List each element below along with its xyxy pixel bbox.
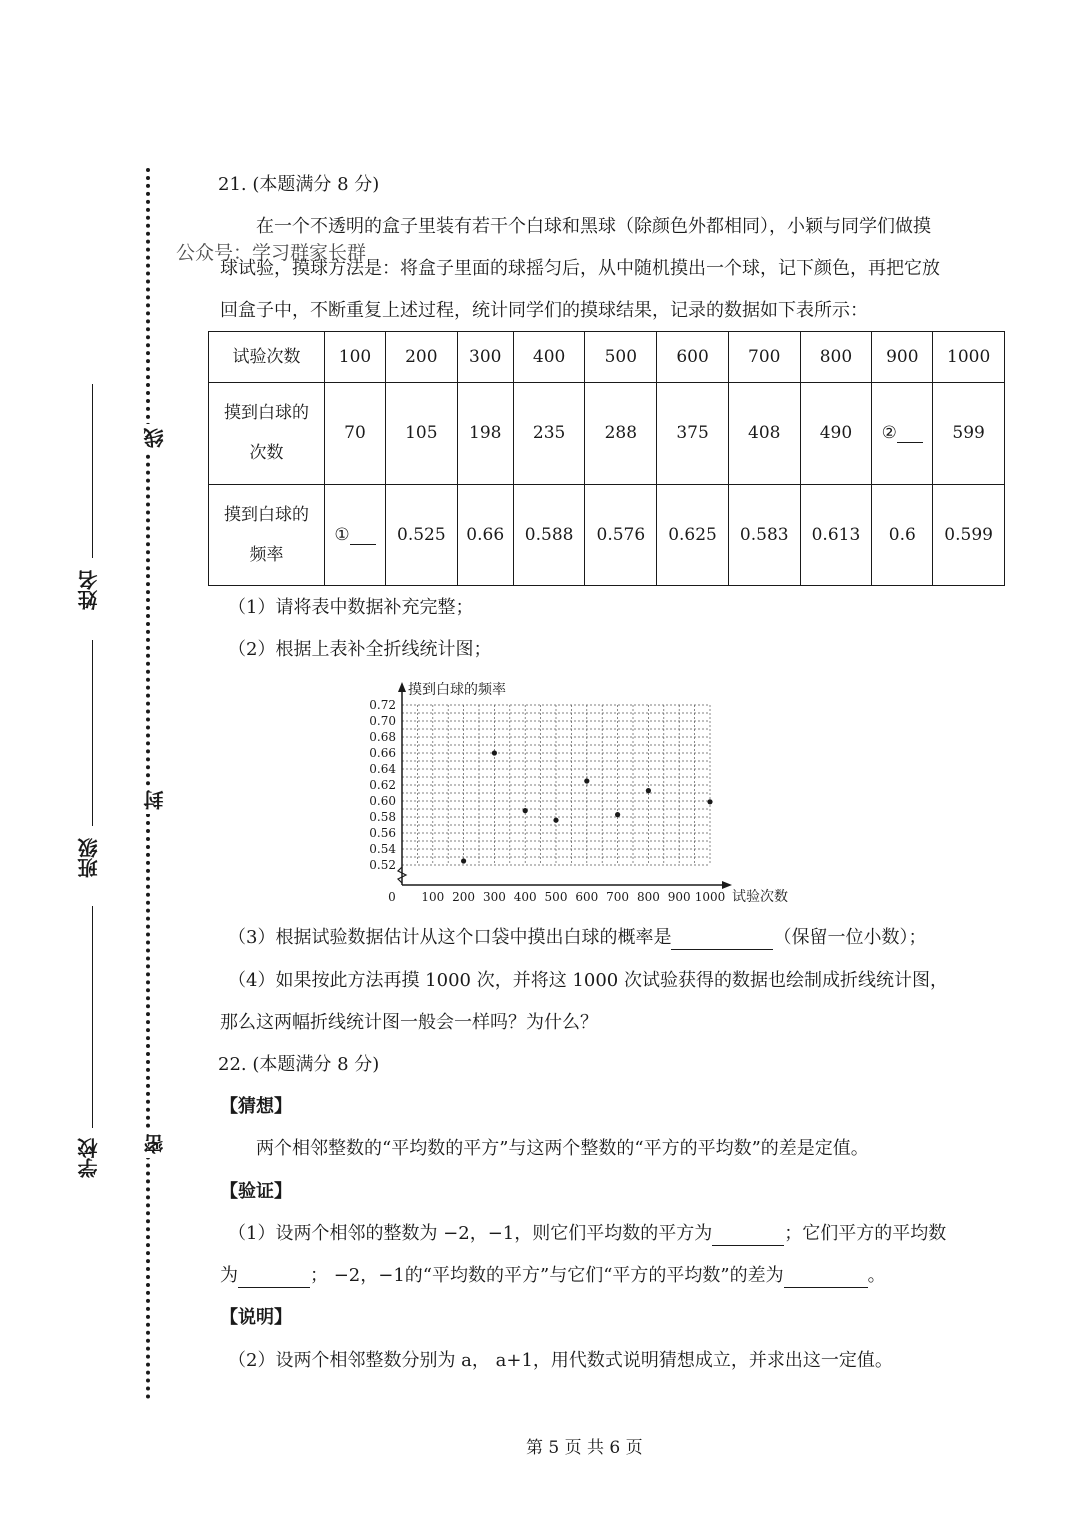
- q22-heading-verify: 【验证】: [220, 1181, 292, 1202]
- table-cell: 0.599: [933, 484, 1005, 585]
- table-head-freqs-a: 摸到白球的: [224, 504, 309, 525]
- x-tick-label: 700: [606, 890, 630, 904]
- x-tick-label: 300: [482, 890, 506, 904]
- chart-grid: [402, 705, 710, 865]
- margin-label-name: 姓名: [74, 566, 103, 614]
- table-cell: 500: [585, 332, 657, 383]
- table-cell: 100: [325, 332, 386, 383]
- margin-label-mi: 密: [140, 1130, 169, 1158]
- q22-verify-text-a: （1）设两个相邻的整数为 −2，−1，则它们平均数的平方为: [228, 1223, 713, 1244]
- q22-heading-explain: 【说明】: [220, 1307, 292, 1328]
- name-blank-line: [92, 384, 93, 558]
- table-cell: 490: [800, 383, 872, 484]
- answer-blank-2[interactable]: [897, 424, 923, 443]
- blank-marker-1: ①: [334, 524, 350, 545]
- q22-verify-text-b: ；它们平方的平均数: [784, 1223, 947, 1244]
- blank-marker-2: ②: [881, 423, 897, 444]
- x-tick-label: 600: [575, 890, 599, 904]
- data-point: [584, 778, 589, 783]
- table-cell: 375: [657, 383, 729, 484]
- table-cell: 0.525: [385, 484, 457, 585]
- y-tick-label: 0.64: [369, 762, 396, 776]
- q21-sub2: （2）根据上表补全折线统计图；: [228, 639, 492, 660]
- y-tick-label: 0.66: [369, 746, 396, 760]
- frequency-chart: [340, 676, 810, 904]
- q22-verify-line1: [228, 1222, 946, 1246]
- table-cell: 700: [728, 332, 800, 383]
- table-cell: 599: [933, 383, 1005, 484]
- x-tick-label: 1000: [694, 890, 726, 904]
- table-cell: 288: [585, 383, 657, 484]
- q22-guess-text: 两个相邻整数的“平均数的平方”与这两个整数的“平方的平均数”的差是定值。: [256, 1138, 869, 1159]
- q21-sub1: （1）请将表中数据补充完整；: [228, 597, 474, 618]
- y-tick-label: 0.52: [369, 858, 396, 872]
- data-point: [461, 858, 466, 863]
- q21-para-line3: 回盒子中，不断重复上述过程，统计同学们的摸球结果，记录的数据如下表所示：: [220, 300, 868, 321]
- table-row-counts: [209, 383, 1005, 484]
- table-cell: 600: [657, 332, 729, 383]
- table-cell: 0.6: [872, 484, 933, 585]
- table-head-counts: [209, 383, 325, 484]
- chart-y-ticks: [369, 698, 396, 872]
- x-tick-label: 0: [388, 890, 396, 904]
- margin-label-class: 班级: [74, 834, 103, 882]
- table-cell: 400: [513, 332, 585, 383]
- q22-verify-text-e: 。: [867, 1265, 886, 1286]
- q21-sub3-text-b: （保留一位小数）；: [773, 927, 927, 948]
- binding-dotted-line: [146, 168, 150, 1400]
- q22-verify-line2: [220, 1264, 886, 1288]
- table-head-counts-a: 摸到白球的: [224, 403, 309, 424]
- q21-sub4-line1: （4）如果按此方法再摸 1000 次，并将这 1000 次试验获得的数据也绘制成折线统计图，: [228, 970, 948, 991]
- q21-sub4-line2: 那么这两幅折线统计图一般会一样吗？为什么？: [220, 1012, 598, 1033]
- data-point: [615, 812, 620, 817]
- data-point: [553, 818, 558, 823]
- data-point: [707, 799, 712, 804]
- answer-blank-1[interactable]: [350, 526, 376, 545]
- y-tick-label: 0.68: [369, 730, 396, 744]
- x-tick-label: 800: [636, 890, 660, 904]
- x-tick-label: 900: [667, 890, 691, 904]
- chart-y-axis-label: 摸到白球的频率: [408, 682, 506, 698]
- table-cell: 200: [385, 332, 457, 383]
- table-cell: 0.583: [728, 484, 800, 585]
- table-cell: 0.588: [513, 484, 585, 585]
- y-tick-label: 0.58: [369, 810, 396, 824]
- watermark-text: 公众号：学习群家长群: [176, 242, 367, 264]
- table-row-trials: [209, 332, 1005, 383]
- x-tick-label: 100: [421, 890, 445, 904]
- table-head-freqs-b: 频率: [249, 544, 284, 565]
- y-tick-label: 0.54: [369, 842, 396, 856]
- y-tick-label: 0.60: [369, 794, 396, 808]
- data-point: [492, 750, 497, 755]
- q22-verify-text-c: 为: [220, 1265, 238, 1286]
- q21-sub3-text-a: （3）根据试验数据估计从这个口袋中摸出白球的概率是: [228, 927, 672, 948]
- answer-blank-6[interactable]: [784, 1267, 868, 1288]
- table-cell: 900: [872, 332, 933, 383]
- y-tick-label: 0.62: [369, 778, 396, 792]
- table-head-trials: 试验次数: [209, 332, 325, 383]
- q21-para-line2: 球试验，摸球方法是：将盒子里面的球摇匀后，从中随机摸出一个球，记下颜色，再把它放: [220, 258, 940, 279]
- table-cell: 235: [513, 383, 585, 484]
- y-tick-label: 0.72: [369, 698, 396, 712]
- x-tick-label: 500: [544, 890, 568, 904]
- table-cell: 0.576: [585, 484, 657, 585]
- page-footer: 第 5 页 共 6 页: [526, 1438, 643, 1458]
- class-blank-line: [92, 640, 93, 826]
- school-blank-line: [92, 906, 93, 1128]
- q21-data-table: [208, 331, 1005, 586]
- x-tick-label: 200: [452, 890, 476, 904]
- data-point: [523, 808, 528, 813]
- table-cell: 0.613: [800, 484, 872, 585]
- table-cell: 300: [457, 332, 513, 383]
- q22-title: 22. (本题满分 8 分): [218, 1054, 380, 1075]
- q22-explain-text: （2）设两个相邻整数分别为 a， a+1，用代数式说明猜想成立，并求出这一定值。: [228, 1350, 893, 1371]
- table-cell: 800: [800, 332, 872, 383]
- answer-blank-4[interactable]: [712, 1225, 784, 1246]
- q22-verify-text-d: ； −2，−1的“平均数的平方”与它们“平方的平均数”的差为: [310, 1265, 784, 1286]
- table-cell: 0.625: [657, 484, 729, 585]
- q21-para-line1: 在一个不透明的盒子里装有若干个白球和黑球（除颜色外都相同），小颖与同学们做摸: [256, 216, 931, 237]
- table-row-freqs: [209, 484, 1005, 585]
- margin-label-xian: 线: [140, 424, 169, 452]
- answer-blank-5[interactable]: [238, 1267, 310, 1288]
- x-tick-label: 400: [513, 890, 537, 904]
- margin-label-feng: 封: [140, 786, 169, 814]
- table-cell-blank-2: [872, 383, 933, 484]
- chart-x-ticks: [388, 890, 725, 904]
- table-cell: 105: [385, 383, 457, 484]
- margin-label-school: 学校: [74, 1134, 103, 1182]
- table-cell-blank-1: [325, 484, 386, 585]
- table-head-freqs: [209, 484, 325, 585]
- table-cell: 1000: [933, 332, 1005, 383]
- data-point: [646, 788, 651, 793]
- y-axis-arrow: [398, 682, 406, 692]
- table-cell: 0.66: [457, 484, 513, 585]
- table-cell: 198: [457, 383, 513, 484]
- q21-title: 21. (本题满分 8 分): [218, 174, 380, 195]
- answer-blank-3[interactable]: [671, 929, 773, 950]
- q22-heading-guess: 【猜想】: [220, 1096, 292, 1117]
- table-cell: 408: [728, 383, 800, 484]
- table-head-counts-b: 次数: [249, 443, 284, 464]
- x-axis-arrow: [722, 881, 732, 889]
- q21-sub3: [228, 926, 926, 950]
- y-tick-label: 0.56: [369, 826, 396, 840]
- chart-x-axis-label: 试验次数: [732, 889, 788, 904]
- y-tick-label: 0.70: [369, 714, 396, 728]
- table-cell: 70: [325, 383, 386, 484]
